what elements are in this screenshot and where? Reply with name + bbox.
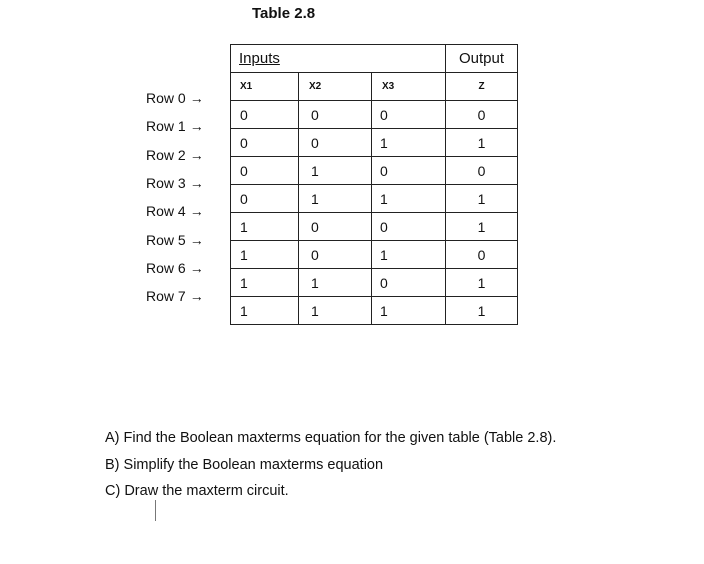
var-x3: X3 bbox=[372, 73, 446, 101]
cell-x1: 1 bbox=[231, 213, 299, 241]
right-arrow-icon: → bbox=[189, 288, 204, 305]
row-label: Row 6 → bbox=[146, 259, 204, 276]
cell-x1: 1 bbox=[231, 297, 299, 325]
cell-x3: 1 bbox=[372, 241, 446, 269]
table-row bbox=[231, 269, 518, 297]
cell-x2: 0 bbox=[299, 213, 372, 241]
question-b: B) Simplify the Boolean maxterms equation bbox=[105, 456, 384, 473]
table-row bbox=[231, 129, 518, 157]
table-row bbox=[231, 241, 518, 269]
row-label: Row 4 → bbox=[146, 203, 204, 220]
cell-x2: 0 bbox=[299, 129, 372, 157]
right-arrow-icon: → bbox=[189, 90, 204, 107]
row-label: Row 7 → bbox=[146, 288, 204, 305]
cell-x1: 0 bbox=[231, 129, 299, 157]
cell-x2: 1 bbox=[299, 185, 372, 213]
variables-row bbox=[231, 73, 518, 101]
cell-x1: 1 bbox=[231, 241, 299, 269]
cell-x1: 0 bbox=[231, 157, 299, 185]
var-z: Z bbox=[446, 73, 518, 101]
cell-x2: 0 bbox=[299, 101, 372, 129]
cell-z: 0 bbox=[446, 157, 518, 185]
cell-x3: 0 bbox=[372, 213, 446, 241]
row-label: Row 5 → bbox=[146, 231, 204, 248]
cell-z: 1 bbox=[446, 129, 518, 157]
cell-x3: 0 bbox=[372, 157, 446, 185]
row-label: Row 1 → bbox=[146, 118, 204, 135]
cell-x1: 0 bbox=[231, 101, 299, 129]
table-title: Table 2.8 bbox=[252, 5, 316, 22]
table-row bbox=[231, 297, 518, 325]
output-header: Output bbox=[446, 45, 518, 73]
cell-x2: 0 bbox=[299, 241, 372, 269]
cell-x3: 1 bbox=[372, 297, 446, 325]
cell-x3: 0 bbox=[372, 101, 446, 129]
cell-x1: 0 bbox=[231, 185, 299, 213]
cell-z: 1 bbox=[446, 185, 518, 213]
cell-x1: 1 bbox=[231, 269, 299, 297]
right-arrow-icon: → bbox=[189, 203, 204, 220]
cell-z: 0 bbox=[446, 241, 518, 269]
table-row bbox=[231, 213, 518, 241]
table-row bbox=[231, 185, 518, 213]
row-labels bbox=[146, 84, 216, 310]
cell-x3: 0 bbox=[372, 269, 446, 297]
right-arrow-icon: → bbox=[189, 175, 204, 192]
cell-z: 0 bbox=[446, 101, 518, 129]
right-arrow-icon: → bbox=[189, 231, 204, 248]
questions bbox=[105, 425, 556, 505]
right-arrow-icon: → bbox=[189, 146, 204, 163]
truth-table bbox=[230, 44, 518, 325]
cell-x3: 1 bbox=[372, 129, 446, 157]
var-x1: X1 bbox=[231, 73, 299, 101]
cell-x2: 1 bbox=[299, 269, 372, 297]
table-row bbox=[231, 101, 518, 129]
var-x2: X2 bbox=[299, 73, 372, 101]
row-label: Row 2 → bbox=[146, 146, 204, 163]
row-label: Row 0 → bbox=[146, 90, 204, 107]
cell-z: 1 bbox=[446, 269, 518, 297]
cell-x2: 1 bbox=[299, 157, 372, 185]
row-label: Row 3 → bbox=[146, 175, 204, 192]
table-header-row bbox=[231, 45, 518, 73]
table-row bbox=[231, 157, 518, 185]
question-c: C) Draw the maxterm circuit. bbox=[105, 483, 289, 499]
text-cursor[interactable] bbox=[155, 500, 156, 521]
right-arrow-icon: → bbox=[189, 118, 204, 135]
cell-x3: 1 bbox=[372, 185, 446, 213]
right-arrow-icon: → bbox=[189, 259, 204, 276]
inputs-header: Inputs bbox=[231, 45, 446, 73]
cell-z: 1 bbox=[446, 297, 518, 325]
question-a: A) Find the Boolean maxterms equation for the given table (Table 2.8). bbox=[105, 430, 557, 446]
cell-x2: 1 bbox=[299, 297, 372, 325]
cell-z: 1 bbox=[446, 213, 518, 241]
